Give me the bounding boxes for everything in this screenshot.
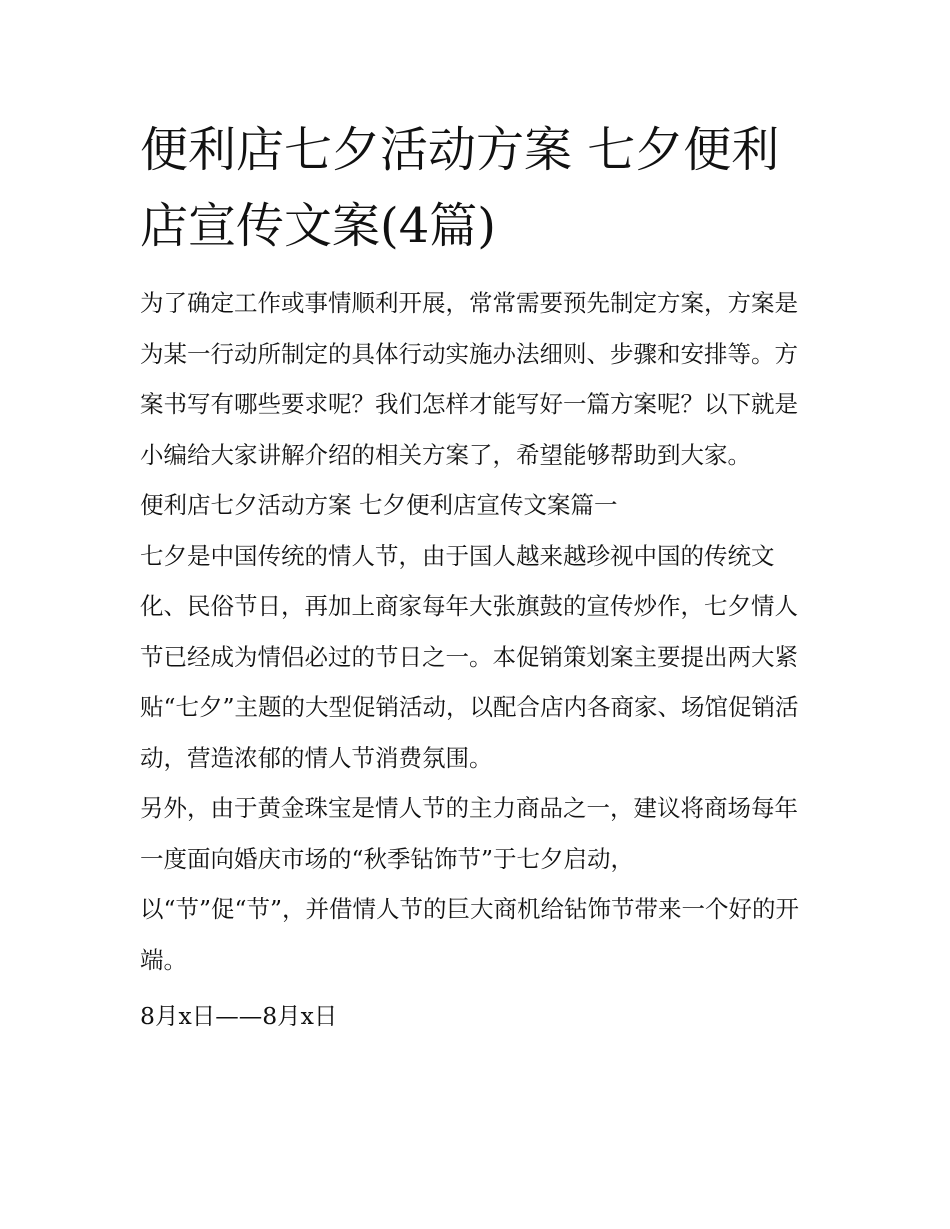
section-heading: 便利店七夕活动方案 七夕便利店宣传文案篇一 [140, 491, 618, 519]
date-range: 8月x日——8月x日 [140, 1002, 338, 1030]
body-paragraph: 另外，由于黄金珠宝是情人节的主力商品之一，建议将商场每年一度面向婚庆市场的“秋季钻饰节”于七夕启动， [140, 794, 798, 873]
body-paragraph: 七夕是中国传统的情人节，由于国人越来越珍视中国的传统文化、民俗节日，再加上商家每年大张旗鼓的宣传炒作，七夕情人节已经成为情侣必过的节日之一。本促销策划案主要提出两大紧贴“七夕”主题的大型促销活动，以配合店内各商家、场馆促销活动，营造浓郁的情人节消费氛围。 [140, 541, 799, 772]
document-page [140, 112, 815, 1042]
document-title: 便利店七夕活动方案 七夕便利店宣传文案(4篇) [140, 122, 780, 254]
intro-paragraph: 为了确定工作或事情顺利开展，常常需要预先制定方案，方案是为某一行动所制定的具体行动实施办法细则、步骤和安排等。方案书写有哪些要求呢？我们怎样才能写好一篇方案呢？以下就是小编给大家讲解介绍的相关方案了，希望能够帮助到大家。 [140, 289, 798, 469]
body-paragraph: 以“节”促“节”，并借情人节的巨大商机给钻饰节带来一个好的开端。 [140, 895, 800, 974]
